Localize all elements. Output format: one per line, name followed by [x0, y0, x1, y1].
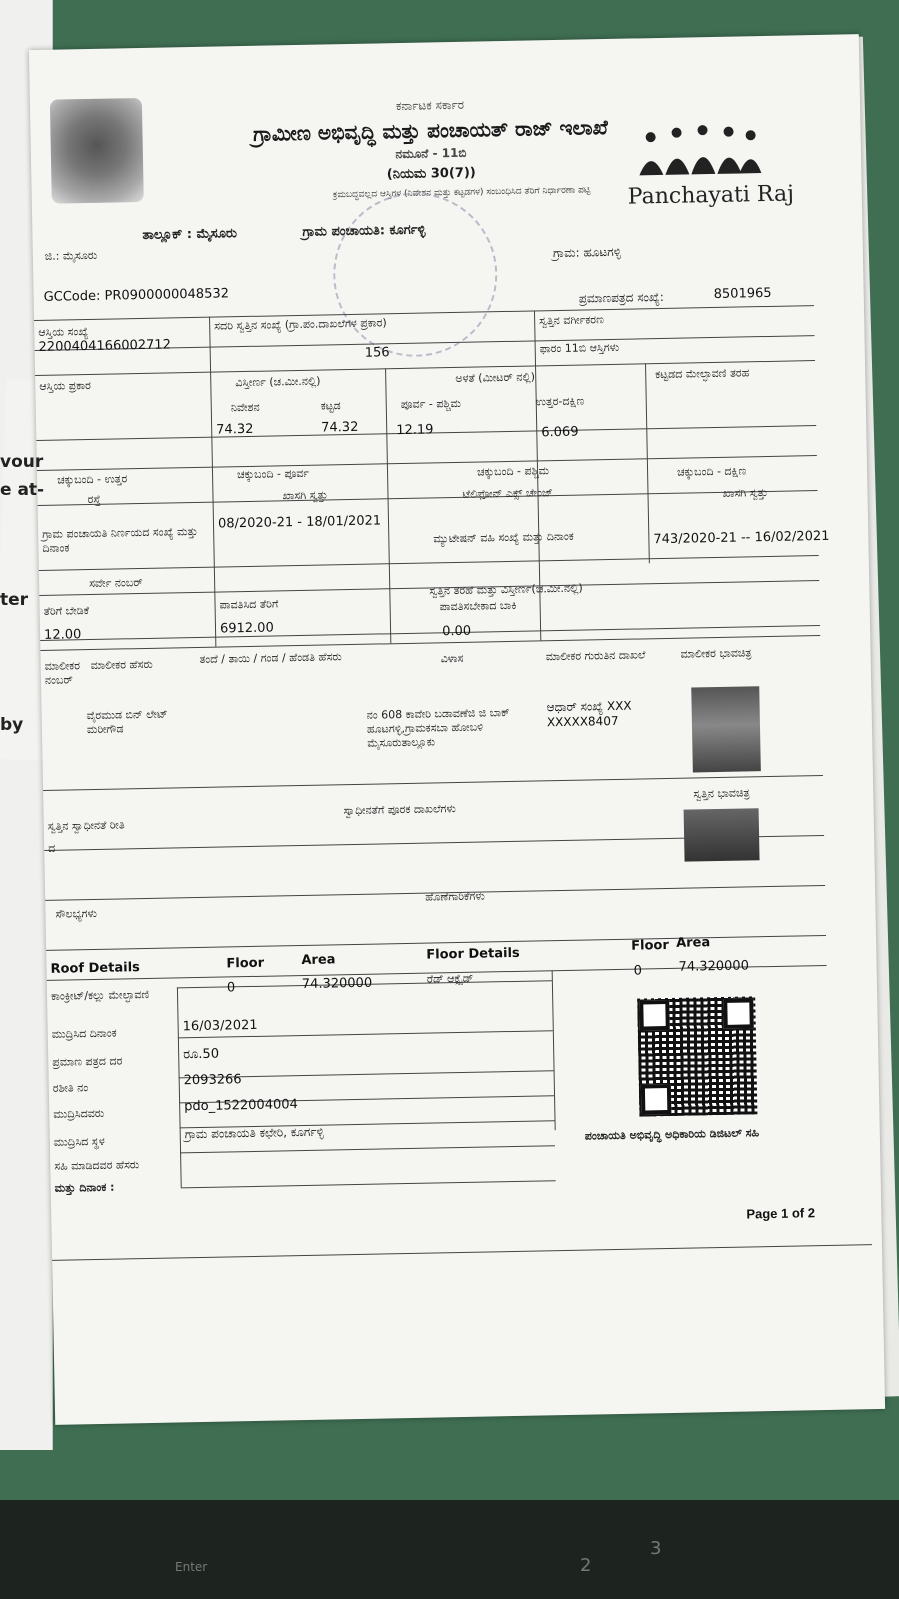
north-south-label: ಉತ್ತರ-ದಕ್ಷಿಣ	[535, 394, 585, 409]
east-west-label: ಪೂರ್ವ - ಪಶ್ಚಿಮ	[400, 396, 462, 412]
sign-date-label: ಮತ್ತು ದಿನಾಂಕ :	[54, 1180, 115, 1195]
ownership-docs-label: ಸ್ವಾಧೀನತೆಗೆ ಪೂರಕ ದಾಖಲೆಗಳು	[343, 802, 456, 818]
area-label: ವಿಸ್ತೀರ್ಣ (ಚ.ಮೀ.ನಲ್ಲಿ)	[235, 374, 321, 390]
edge-text-4: by	[0, 715, 24, 735]
floor-details-header: Floor Details	[426, 945, 520, 963]
site-label: ನಿವೇಶನ	[230, 400, 260, 415]
signer-name-label: ಸಹಿ ಮಾಡಿದವರ ಹೆಸರು	[54, 1158, 140, 1173]
owner-name-header: ಮಾಲೀಕರ ಹೆಸರು	[90, 657, 153, 673]
east-west: 12.19	[396, 422, 434, 439]
sadara-value: 156	[364, 345, 390, 361]
property-photo	[684, 808, 760, 861]
print-place-label: ಮುದ್ರಿಸಿದ ಸ್ಥಳ	[53, 1134, 105, 1149]
relation-header: ತಂದೆ / ತಾಯಿ / ಗಂಡ / ಹೆಂಡತಿ ಹೆಸರು	[199, 650, 342, 666]
receipt-label: ರಶೀತಿ ನಂ	[52, 1081, 89, 1095]
printed-by-label: ಮುದ್ರಿಸಿದವರು	[53, 1106, 105, 1121]
floor-type: ರೆಡ್ ಆಕ್ಸೈಡ್	[426, 971, 474, 986]
key-3-label: 3	[650, 1538, 662, 1559]
floor-area: 74.320000	[301, 975, 373, 993]
dept-title: ಗ್ರಾಮೀಣ ಅಭಿವೃದ್ಧಿ ಮತ್ತು ಪಂಚಾಯತ್ ರಾಜ್ ಇಲಾಖೆ	[252, 114, 609, 146]
receipt-number: 2093266	[183, 1072, 242, 1089]
west-value: ಟೆಲಿಫೋನ್ ಎಕ್ಸ್ ಚೇಂಜ್	[462, 486, 553, 501]
village: ಗ್ರಾಮ: ಹೂಟಗಳ್ಳಿ	[552, 244, 622, 261]
ownership-mode-label: ಸ್ವತ್ತಿನ ಸ್ವಾಧೀನತೆ ರೀತಿ	[47, 818, 125, 833]
ownership-mode-value: ದ	[48, 841, 56, 855]
east-label: ಚಕ್ಕುಬಂದಿ - ಪೂರ್ವ	[236, 466, 310, 482]
form-number: ನಮೂನೆ - 11ಬಿ	[395, 145, 467, 162]
print-place: ಗ್ರಾಮ ಪಂಚಾಯತಿ ಕಛೇರಿ, ಕೂರ್ಗಳ್ಳಿ	[184, 1124, 324, 1142]
resolution-value: 08/2020-21 - 18/01/2021	[217, 513, 382, 532]
office-seal	[332, 191, 499, 361]
area-header-2: Area	[676, 935, 711, 951]
district: ಜಿ.: ಮೈಸೂರು	[44, 248, 98, 263]
south-label: ಚಕ್ಕುಬಂದಿ - ದಕ್ಷಿಣ	[676, 464, 747, 479]
north-value: ರಸ್ತೆ	[87, 492, 101, 507]
owner-photo	[691, 686, 761, 772]
paid-value: 6912.00	[219, 620, 274, 637]
property-id-label: ಆಸ್ತಿಯ ಸಂಖ್ಯೆ	[38, 325, 89, 339]
paid-label: ಪಾವತಿಸಿದ ತೆರಿಗೆ	[219, 597, 279, 612]
balance-label: ಪಾವತಿಸಬೇಕಾದ ಬಾಕಿ	[439, 598, 517, 614]
property-photo-label: ಸ್ವತ್ತಿನ ಭಾವಚಿತ್ರ	[693, 786, 750, 801]
form-subtitle: ಕ್ರಮಬದ್ಧವಲ್ಲದ ಆಸ್ತಿಗಳ (ನಿವೇಶನ ಮತ್ತು ಕಟ್ಟಡಗಳ) ಸಂಬಂಧಿಸಿದ ತೆರಿಗೆ ನಿರ್ಧಾರಣಾ ಪಟ್ಟಿ	[332, 185, 591, 201]
edge-text-2: e at-	[0, 480, 45, 500]
demand-value: 12.00	[43, 627, 82, 643]
qr-code	[637, 996, 757, 1116]
dimension-label: ಅಳತೆ (ಮೀಟರ್ ನಲ್ಲಿ)	[455, 370, 536, 385]
state-emblem-icon	[50, 98, 144, 204]
classification-value: ಫಾರಂ 11ಬಿ ಆಸ್ತಿಗಳು	[539, 340, 620, 356]
owner-no-header: ಮಾಲೀಕರ ನಂಬರ್	[44, 659, 81, 687]
owner-id-doc: ಆಧಾರ್ ಸಂಖ್ಯೆ XXXXXXXX8407	[546, 698, 632, 730]
owner-name: ವೈರಮುಡ ಬಿನ್ ಲೇಟ್ ಮರೀಗೌಡ	[86, 707, 168, 737]
page-number: Page 1 of 2	[746, 1205, 816, 1222]
roof-rating-label: ಕಟ್ಟಡದ ಮೇಲ್ಛಾವಣಿ ತರಹ	[655, 366, 750, 382]
north-south: 6.069	[541, 424, 579, 441]
sadara-label: ಸದರಿ ಸ್ವತ್ತಿನ ಸಂಖ್ಯೆ (ಗ್ರಾ.ಪಂ.ದಾಖಲೆಗಳ ಪ್ರಕಾರ)	[214, 316, 387, 333]
building-area: 74.32	[321, 419, 359, 436]
id-doc-header: ಮಾಲೀಕರ ಗುರುತಿನ ದಾಖಲೆ	[545, 648, 646, 664]
balance-value: 0.00	[441, 623, 472, 640]
property-id: 220040416600271​2	[38, 337, 172, 355]
west-label: ಚಕ್ಕುಬಂದಿ - ಪಶ್ಚಿಮ	[476, 464, 550, 479]
keyboard-area	[0, 1500, 899, 1599]
print-date-label: ಮುದ್ರಿಸಿದ ದಿನಾಂಕ	[51, 1026, 117, 1041]
govt-title: ಕರ್ನಾಟಕ ಸರ್ಕಾರ	[395, 97, 465, 114]
site-area: 74.32	[216, 421, 254, 438]
floor-header-2: Floor	[631, 937, 669, 954]
rule-number: (ನಿಯಮ 30(7))	[386, 165, 476, 183]
east-value: ಖಾಸಗಿ ಸ್ವತ್ತು	[282, 488, 328, 503]
demand-label: ತೆರಿಗೆ ಬೇಡಿಕೆ	[43, 604, 90, 618]
digital-signature-note: ಪಂಚಾಯತಿ ಅಭಿವೃದ್ಧಿ ಅಧಿಕಾರಿಯ ಡಿಜಿಟಲ್ ಸಹಿ	[584, 1126, 760, 1143]
printed-by: pdo_1522004004	[184, 1097, 298, 1115]
resolution-label: ಗ್ರಾಮ ಪಂಚಾಯತಿ ನಿರ್ಣಯದ ಸಂಖ್ಯೆ ಮತ್ತು ದಿನಾಂಕ	[42, 524, 198, 555]
area-header: Area	[301, 952, 336, 969]
document-page	[29, 34, 885, 1425]
edge-text-1: vour	[0, 452, 44, 472]
gram-panchayat: ಗ್ರಾಮ ಪಂಚಾಯತಿ: ಕೂರ್ಗಳ್ಳಿ	[302, 222, 426, 240]
classification-label: ಸ್ವತ್ತಿನ ವರ್ಗೀಕರಣ	[539, 313, 604, 328]
mutation-value: 743/2020-21 -- 16/02/2021	[653, 528, 830, 548]
edge-text-3: ter	[0, 590, 29, 610]
liabilities-label: ಹೊಣೆಗಾರಿಕೆಗಳು	[425, 889, 485, 904]
building-label: ಕಟ್ಟಡ	[320, 399, 341, 413]
facilities-label: ಸೌಲಭ್ಯಗಳು	[55, 906, 98, 921]
floor-number: 0	[226, 980, 236, 996]
north-label: ಚಕ್ಕುಬಂದಿ - ಉತ್ತರ	[57, 472, 128, 487]
south-value: ಖಾಸಗಿ ಸ್ವತ್ತು	[722, 485, 768, 500]
taluk: ತಾಲ್ಲೂಕ್ : ಮೈಸೂರು	[142, 226, 238, 243]
fee-label: ಪ್ರಮಾಣ ಪತ್ರದ ದರ	[52, 1054, 123, 1069]
certificate-label: ಪ್ರಮಾಣಪತ್ರದ ಸಂಖ್ಯೆ:	[578, 289, 664, 306]
owner-photo-header: ಮಾಲೀಕರ ಭಾವಚಿತ್ರ	[680, 646, 752, 661]
survey-label: ಸರ್ವೇ ನಂಬರ್	[89, 576, 143, 591]
floor-header: Floor	[226, 955, 265, 972]
certificate-number: 8501965	[713, 285, 772, 302]
fee: ರೂ.50	[183, 1046, 220, 1063]
property-type-label: ಆಸ್ತಿಯ ಪ್ರಕಾರ	[39, 378, 91, 393]
mutation-label: ಮ್ಯುಟೇಷನ್ ವಹಿ ಸಂಖ್ಯೆ ಮತ್ತು ದಿನಾಂಕ	[433, 529, 574, 546]
key-2-label: 2	[580, 1555, 592, 1576]
address-header: ವಿಳಾಸ	[440, 651, 464, 666]
owner-address: ನಂ 608 ಕಾವೇರಿ ಬಡಾವಣೆಜಿ ಜಿ ಬಾಕ್ ಹೂಟಗಳ್ಳಿ,ಗ್ರಾಮಕಸಬಾ ಹೋಬಳಿ ಮೈಸೂರುತಾಲ್ಲೂಕು	[366, 705, 510, 750]
brand-name: Panchayati Raj	[627, 181, 795, 210]
floor-number-2: 0	[633, 963, 643, 979]
gcc-code: GCCode: PR0900000048532	[43, 286, 230, 305]
roof-details-header: Roof Details	[50, 960, 140, 977]
roof-type: ಕಾಂಕ್ರೀಟ್/ಕಲ್ಲು ಮೇಲ್ಛಾವಣಿ	[50, 987, 150, 1003]
print-date: 16/03/2021	[182, 1017, 258, 1035]
area-detail-label: ಸ್ವತ್ತಿನ ತರಹೆ ಮತ್ತು ವಿಸ್ತೀರ್ಣ(ಚ.ಮೀ.ನಲ್ಲಿ)	[429, 581, 583, 598]
enter-key-label: Enter	[175, 1560, 208, 1574]
floor-area-2: 74.320000	[678, 958, 750, 975]
